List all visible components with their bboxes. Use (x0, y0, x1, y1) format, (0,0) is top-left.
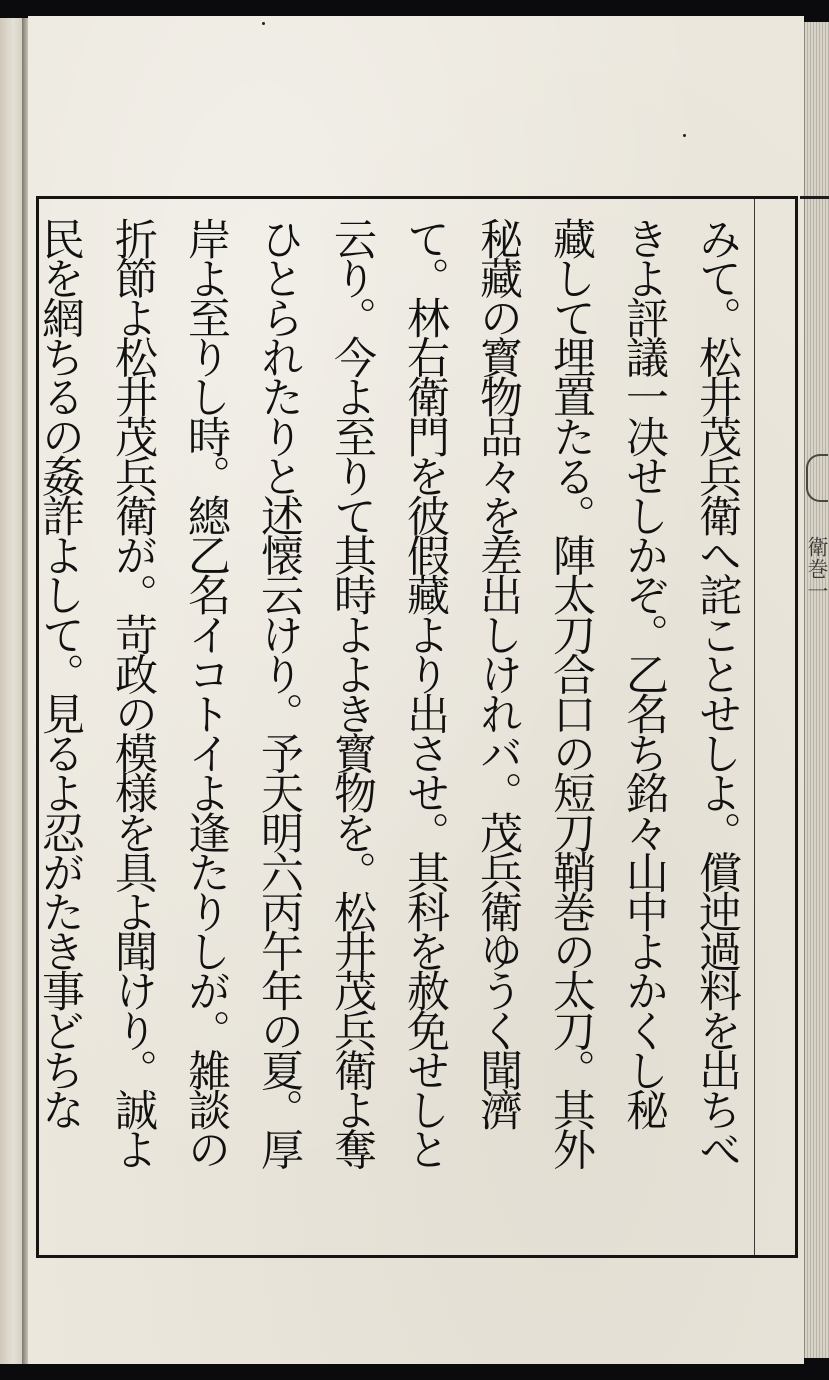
text-column-6: 云り。今よ至りて其時よよき寳物を。松井茂兵衛よ奪 (327, 217, 377, 1168)
text-column-5: て。林右衛門を彼假藏より出させ。其科を赦免せしと (400, 217, 450, 1168)
text-column-4: 秘藏の寳物品々を差出しけれバ。茂兵衛ゆうく聞濟 (473, 217, 523, 1128)
frame-inner-rule (754, 199, 755, 1255)
text-column-3: 藏して埋置たる。陣太刀合口の短刀鞘巻の太刀。其外 (546, 217, 596, 1168)
text-column-7: ひとられたりと述懐云けり。予天明六丙午年の夏。厚 (254, 217, 304, 1168)
text-column-2: きよ評議一决せしかぞ。乙名ち銘々山中よかくし秘 (619, 217, 669, 1128)
text-column-9: 折節よ松井茂兵衛が。苛政の模様を具よ聞けり。誠よ (108, 217, 158, 1168)
spine-rule (800, 196, 829, 199)
text-frame (36, 196, 798, 1258)
right-page-stack (804, 22, 829, 1358)
text-column-8: 岸よ至りし時。總乙名イコトイよ逢たりしが。雑談の (181, 217, 231, 1168)
text-column-1: みて。松井茂兵衛へ詫ことせしよ。償迚過料を出ちべ (692, 217, 742, 1168)
vertical-text-body (23, 217, 753, 1245)
ink-speck (262, 22, 265, 25)
left-page-edge (0, 18, 24, 1364)
spine-fishtail-mark (806, 454, 828, 502)
text-column-10: 民を網ちるの姦詐よして。見るよ忍がたき事どちな (35, 217, 85, 1128)
spine-title: 衛巻一 (805, 536, 829, 602)
ink-speck (683, 134, 686, 137)
